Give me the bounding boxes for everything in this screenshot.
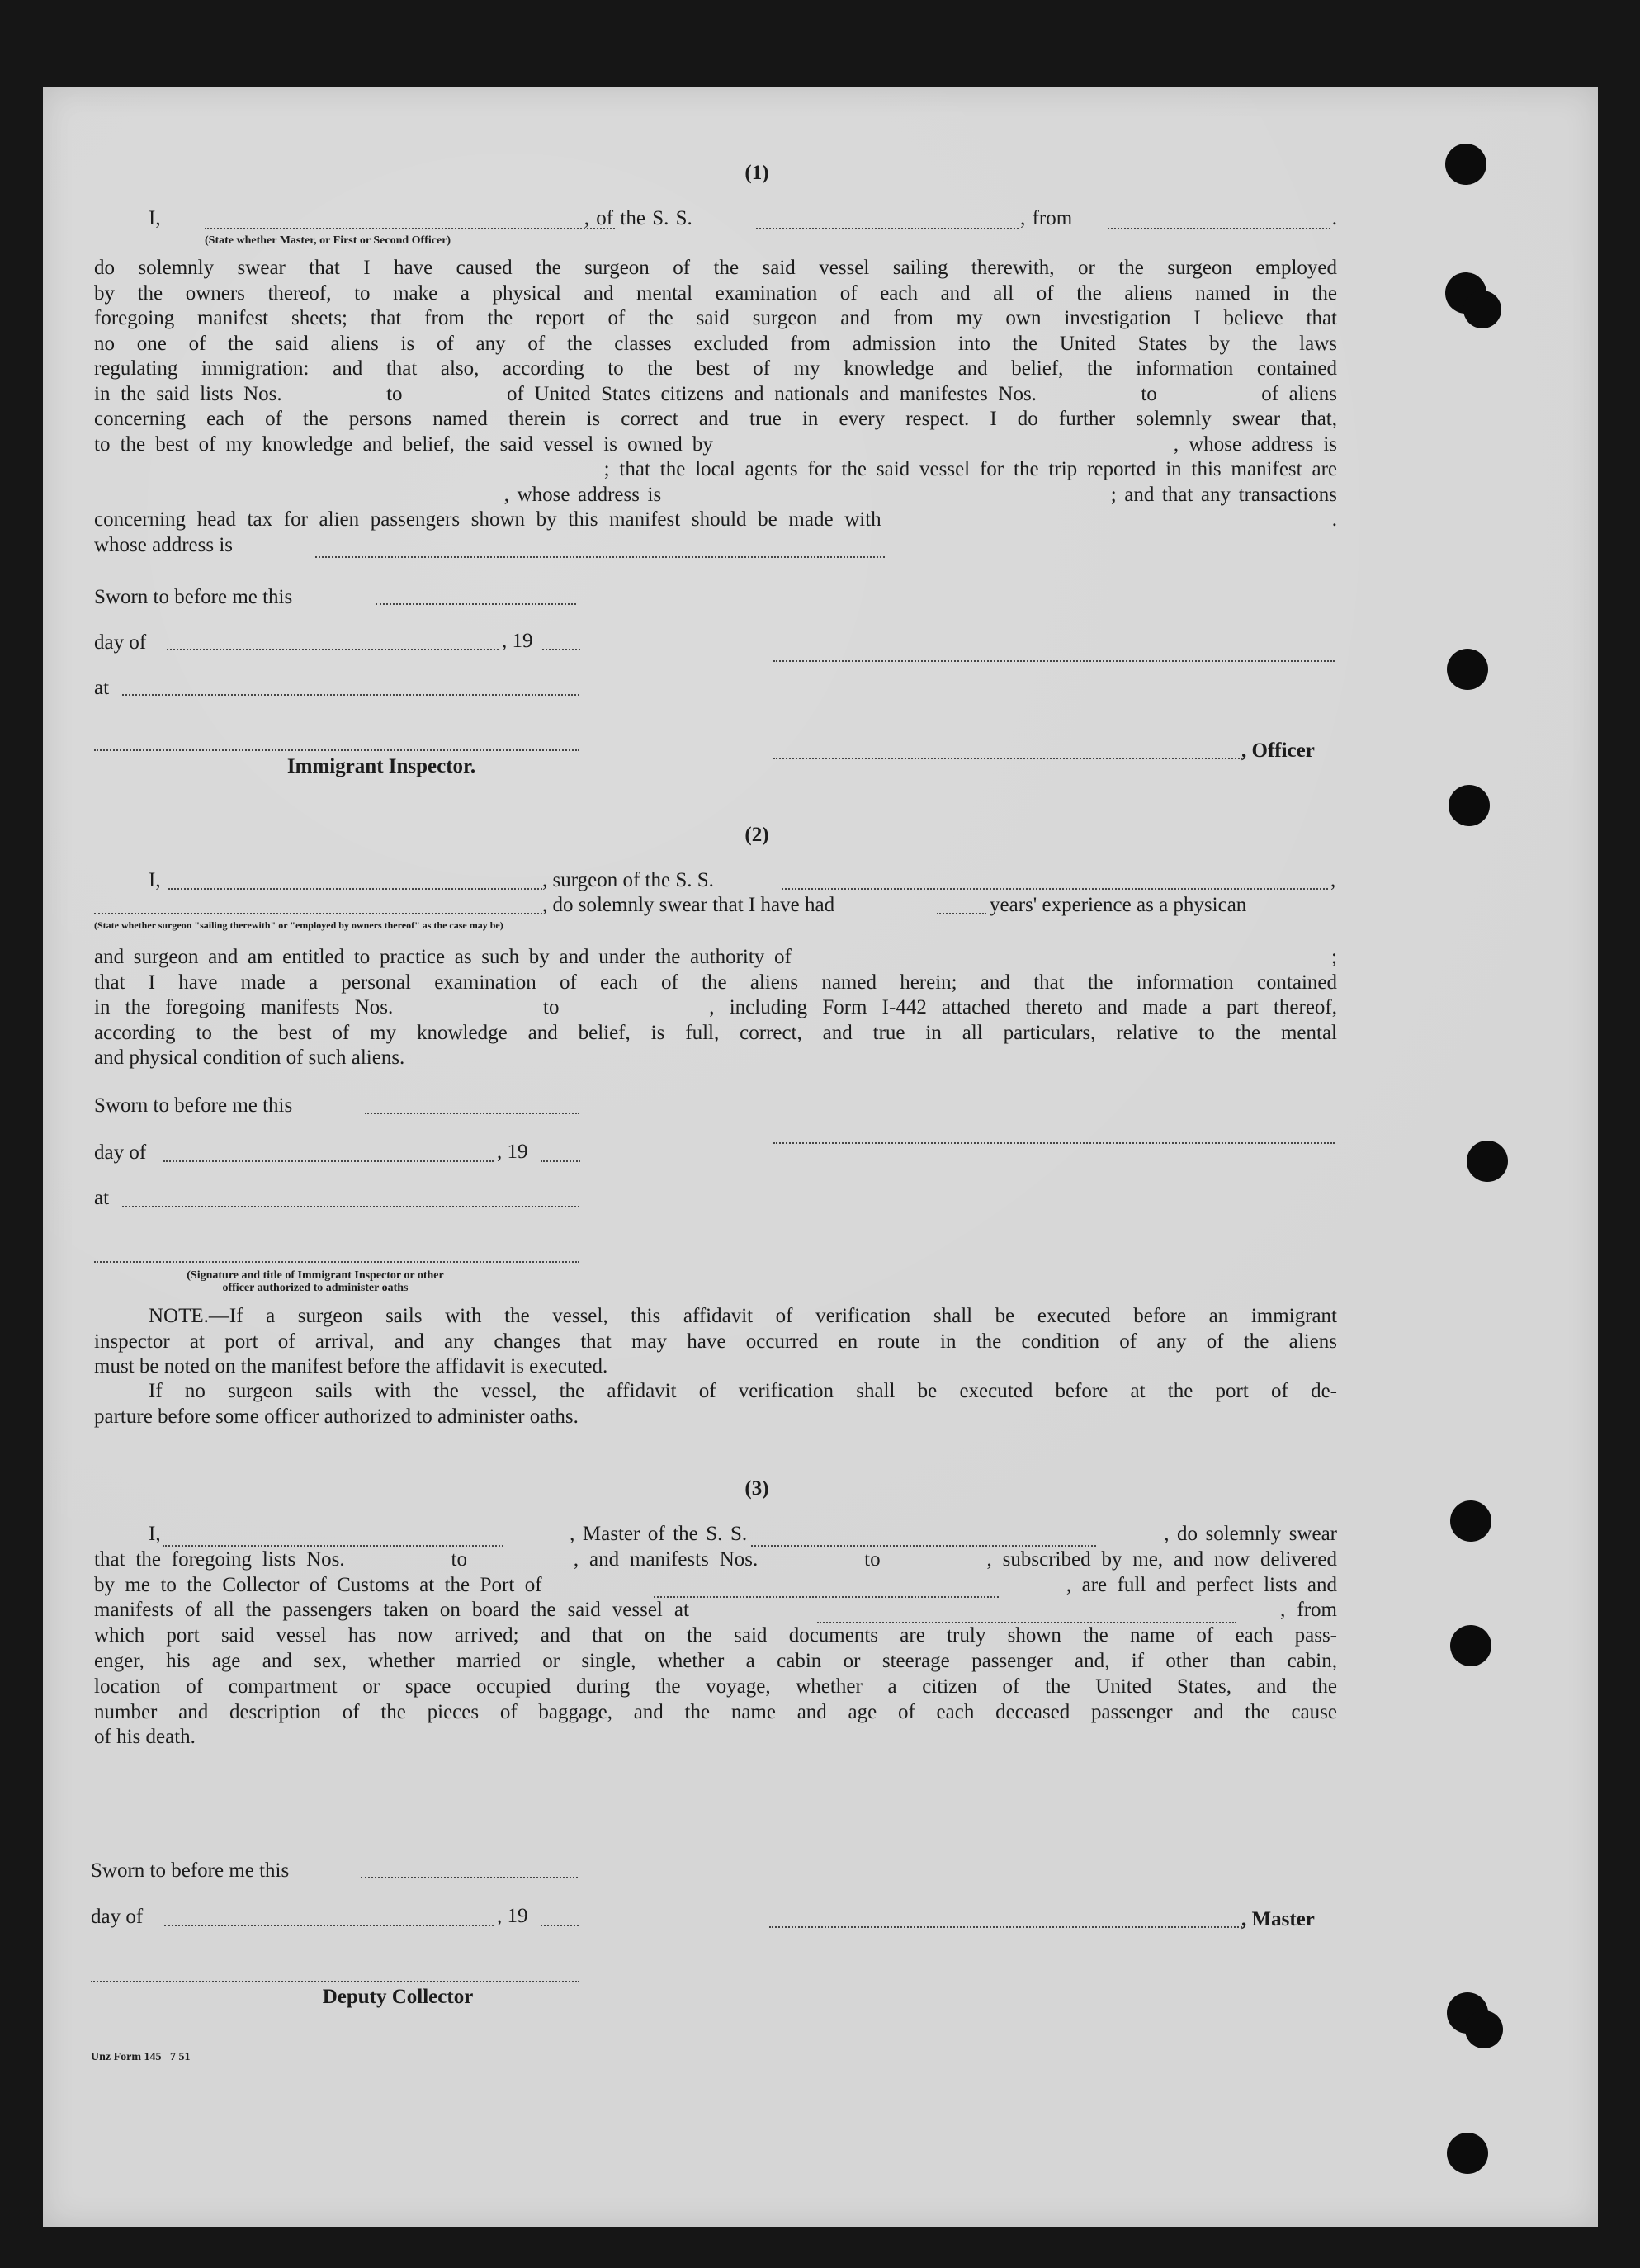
section-1-line: in the said lists Nos. to of United States citizens and nationals and manifestes Nos. to of aliens [94, 382, 1337, 405]
punch-hole [1467, 1141, 1508, 1182]
at-label: at [94, 677, 110, 699]
section-2-line: according to the best of my knowledge and belief, is full, correct, and true in all particulars, relative to the mental [94, 1021, 1337, 1044]
signature-note: officer authorized to administer oaths [222, 1282, 409, 1294]
sworn-date-field[interactable] [365, 1113, 579, 1114]
section-3-line: manifests of all the passengers taken on board the said vessel at , from [94, 1599, 1337, 1622]
surgeon-status-field[interactable] [94, 913, 542, 914]
surgeon-signature-line[interactable] [773, 1142, 1335, 1144]
port-departure-field[interactable] [817, 1622, 1236, 1623]
punch-hole [1450, 1625, 1491, 1666]
year-field[interactable] [541, 1925, 579, 1926]
section-3-line: of his death. [94, 1726, 196, 1749]
section-2-line: and physical condition of such aliens. [94, 1047, 405, 1069]
official-signature-line[interactable] [94, 1261, 579, 1263]
year-field[interactable] [542, 649, 580, 650]
note-line: inspector at port of arrival, and any changes that may have occurred en route in the condition of any of the aliens [94, 1330, 1337, 1353]
day-of-label: day of [94, 631, 147, 654]
section-1-line: concerning each of the persons named therein is correct and true in every respect. I do further solemnly swear that, [94, 408, 1337, 430]
sworn-date-field[interactable] [376, 603, 576, 605]
punch-hole [1447, 2133, 1488, 2174]
section-2-line: and surgeon and am entitled to practice as such by and under the authority of ; [94, 946, 1337, 968]
section-1-note: (State whether Master, or First or Second Officer) [205, 234, 451, 247]
section-2-comma: , [1330, 869, 1336, 891]
day-of-label: day of [94, 1141, 147, 1164]
section-number: (2) [744, 824, 769, 846]
master-name-field[interactable] [205, 228, 615, 229]
punch-hole [1449, 785, 1490, 826]
section-2-years: years' experience as a physican [990, 894, 1247, 916]
port-field[interactable] [654, 1596, 999, 1598]
section-1-line: concerning head tax for alien passengers shown by this manifest should be made with . [94, 508, 1337, 531]
section-1-oath-body [94, 256, 1337, 558]
officer-name-field[interactable] [773, 758, 1242, 759]
day-of-field[interactable] [163, 1160, 494, 1162]
no-surgeon-line: parture before some officer authorized to administer oaths. [94, 1405, 579, 1428]
section-1-line: ; that the local agents for the said vessel for the trip reported in this manifest are [94, 458, 1337, 480]
punch-hole [1447, 1992, 1488, 2034]
form-number: Unz Form 145 7 51 [91, 2051, 191, 2063]
sworn-label: Sworn to before me this [91, 1859, 290, 1882]
day-of-field[interactable] [167, 649, 499, 650]
no-surgeon-line: If no surgeon sails with the vessel, the affidavit of verification shall be executed before at the port of de- [149, 1380, 1337, 1402]
year-label: , 19 [497, 1905, 528, 1927]
at-field[interactable] [122, 694, 579, 696]
master-label: , Master [1241, 1908, 1315, 1930]
master-signature-line[interactable] [769, 1926, 1242, 1928]
section-3-line: number and description of the pieces of baggage, and the name and age of each deceased passenger and the cause [94, 1700, 1337, 1723]
section-2-i: I, [149, 869, 161, 891]
section-2-swear: , do solemnly swear that I have had [542, 894, 835, 916]
inspector-signature-line[interactable] [94, 749, 579, 751]
inspector-label: Immigrant Inspector. [286, 755, 476, 777]
section-3-oath [94, 1522, 1337, 1751]
section-1-line: , whose address is ; and that any transactions [94, 483, 1337, 506]
section-1-line: whose address is [94, 533, 234, 556]
at-field[interactable] [122, 1206, 579, 1207]
no-surgeon-paragraph [94, 1379, 1337, 1429]
punch-hole [1447, 649, 1488, 690]
year-label: , 19 [497, 1141, 528, 1163]
section-3-line: by me to the Collector of Customs at the Port of , are full and perfect lists and [94, 1573, 1337, 1596]
signature-note: (Signature and title of Immigrant Inspector or other [187, 1269, 444, 1282]
officer-signature-line[interactable] [773, 660, 1335, 662]
year-label: , 19 [502, 630, 533, 652]
sworn-label: Sworn to before me this [94, 586, 293, 608]
section-3-line: that the foregoing lists Nos. to , and manifests Nos. to , subscribed by me, and now delivered [94, 1547, 1337, 1571]
section-2-oath-body [94, 945, 1337, 1071]
deputy-label: Deputy Collector [322, 1986, 474, 2008]
vessel-name-field[interactable] [756, 228, 1019, 229]
section-1-line: I, , of the S. S. , from . [149, 207, 1337, 229]
day-of-field[interactable] [164, 1925, 494, 1926]
from-port-field[interactable] [1108, 228, 1330, 229]
day-of-label: day of [91, 1906, 144, 1928]
note-line: NOTE.—If a surgeon sails with the vessel, this affidavit of verification shall be executed before an immigrant [149, 1305, 1337, 1327]
section-1-line: no one of the said aliens is of any of the classes excluded from admission into the United States by the laws [94, 332, 1337, 355]
form-page [43, 87, 1598, 2227]
years-experience-field[interactable] [937, 913, 986, 914]
punch-hole [1445, 144, 1486, 185]
sworn-label: Sworn to before me this [94, 1094, 293, 1117]
whose-address-field[interactable] [315, 556, 885, 558]
section-1-line: foregoing manifest sheets; that from the report of the said surgeon and from my own investigation I believe that [94, 307, 1337, 329]
section-2-note: (State whether surgeon "sailing therewith" or "employed by owners thereof" as the case may be) [94, 919, 503, 931]
section-3-line: enger, his age and sex, whether married or single, whether a cabin or steerage passenger and, if other than cabin, [94, 1649, 1337, 1672]
section-number: (1) [744, 162, 769, 184]
officer-label: , Officer [1241, 739, 1315, 762]
punch-hole [1450, 1500, 1491, 1542]
section-2-line: in the foregoing manifests Nos. to , including Form I-442 attached thereto and made a part thereof, [94, 996, 1337, 1018]
section-1-line: do solemnly swear that I have caused the surgeon of the said vessel sailing therewith, or the surgeon employed [94, 257, 1337, 279]
surgeon-vessel-field[interactable] [782, 888, 1328, 890]
surgeon-name-field[interactable] [168, 888, 542, 890]
year-field[interactable] [541, 1160, 580, 1162]
section-2-line: that I have made a personal examination of each of the aliens named herein; and that the information contained [94, 971, 1337, 994]
section-3-line: I, , Master of the S. S. , do solemnly swear [149, 1523, 1337, 1545]
punch-hole [1445, 272, 1486, 314]
section-1-line: by the owners thereof, to make a physical and mental examination of each and all of the aliens named in the [94, 281, 1337, 305]
at-label: at [94, 1187, 110, 1209]
deputy-signature-line[interactable] [91, 1981, 579, 1982]
section-2-surgeon-label: , surgeon of the S. S. [542, 869, 714, 891]
section-1-line: regulating immigration: and that also, according to the best of my knowledge and belief, the information contained [94, 357, 1337, 380]
vessel-name-field[interactable] [751, 1545, 1096, 1547]
section-3-line: which port said vessel has now arrived; and that on the said documents are truly shown the name of each pass- [94, 1624, 1337, 1647]
note-paragraph [94, 1304, 1337, 1380]
section-1-line: to the best of my knowledge and belief, the said vessel is owned by , whose address is [94, 432, 1337, 456]
section-number: (3) [744, 1477, 769, 1500]
note-line: must be noted on the manifest before the affidavit is executed. [94, 1355, 608, 1377]
section-3-line: location of compartment or space occupied during the voyage, whether a citizen of the United States, and the [94, 1675, 1337, 1698]
sworn-date-field[interactable] [361, 1877, 578, 1878]
master-name-field[interactable] [163, 1545, 503, 1547]
